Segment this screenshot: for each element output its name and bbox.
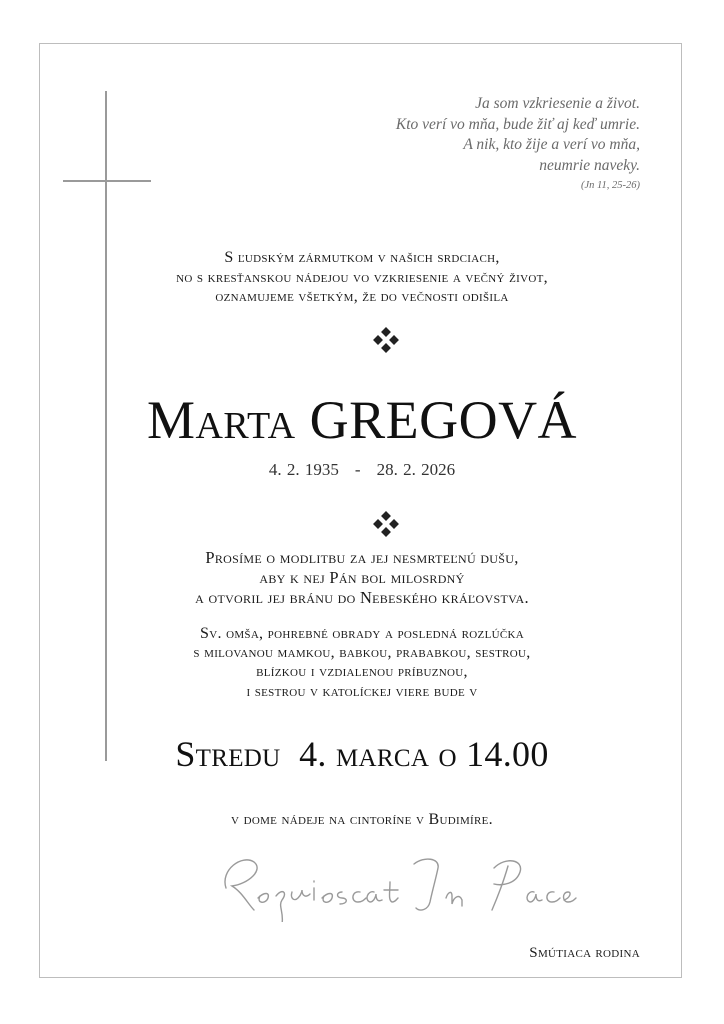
funeral-date-time: Stredu 4. marca o 14.00 [175,734,549,774]
diamond-ornament-icon [373,511,399,537]
birth-date: 4. 2. 1935 [268,460,339,479]
ceremony-line: blízkou i vzdialenou príbuznou, [256,663,468,681]
announcement-intro [12,248,712,307]
intro-line: S ľudským zármutkom v našich srdciach, [224,249,500,266]
death-date: 28. 2. 2026 [376,460,456,479]
verse-reference: (Jn 11, 25-26) [581,180,640,191]
life-dates [12,459,712,481]
prayer-line: aby k nej Pán bol milosrdný [259,568,465,587]
prayer-request [12,548,712,608]
prayer-line: Prosíme o modlitbu za jej nesmrteľnú dušu, [205,548,519,567]
verse-line: Ja som vzkriesenie a život. [475,95,640,112]
signature-family: Smútiaca rodina [529,945,640,961]
intro-line: oznamujeme všetkým, že do večnosti odišila [215,288,509,305]
deceased-name: Marta GREGOVÁ [146,390,578,450]
funeral-location: v dome nádeje na cintoríne v Budimíre. [231,811,493,828]
requiescat-script-logo [218,848,578,922]
verse-line: neumrie naveky. [539,156,640,174]
bible-verse [396,94,640,194]
date-separator: - [354,460,361,479]
prayer-line: a otvoril jej bránu do Nebeského kráľovstva. [195,588,529,607]
ceremony-line: Sv. omša, pohrebné obrady a posledná rozlúčka [200,625,524,642]
diamond-ornament-icon [373,327,399,353]
intro-line: no s kresťanskou nádejou vo vzkriesenie a večný život, [176,268,548,286]
verse-line: Kto verí vo mňa, bude žiť aj keď umrie. [395,115,640,133]
verse-line: A nik, kto žije a verí vo mňa, [463,136,640,153]
ceremony-line: s milovanou mamkou, babkou, prababkou, sestrou, [193,644,531,662]
ceremony-line: i sestrou v katolíckej viere bude v [246,682,478,700]
ceremony-announcement [12,624,712,701]
cross-horizontal-bar [63,180,151,182]
